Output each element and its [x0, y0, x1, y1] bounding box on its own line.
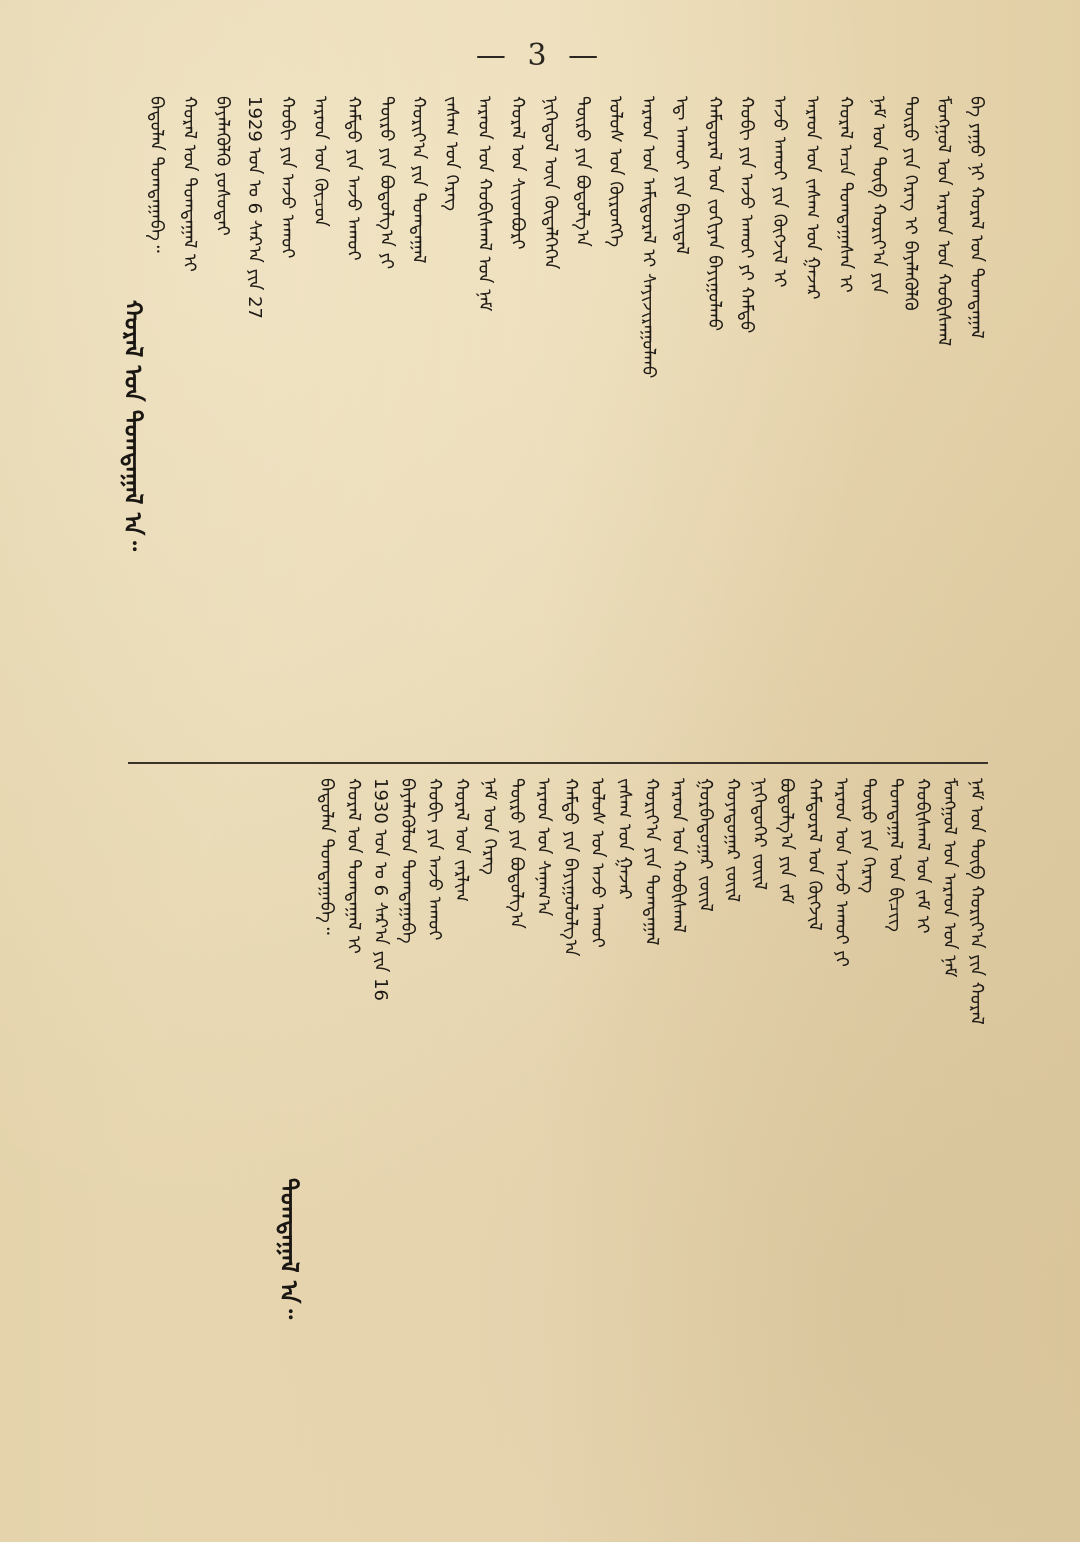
text-column: ᠬᠣᠪᠢ ᠶᠢᠨ ᠠᠵᠤ ᠠᠬᠤᠢ — [277, 96, 298, 259]
text-column: ᠬᠤᠷᠠᠯ ᠤᠨ ᠲᠣᠭᠲᠠᠭᠠᠯ ᠢ — [179, 96, 200, 272]
top-text-block — [90, 96, 1000, 736]
text-column: ᠪᠣᠳᠣᠯᠭ᠎ᠠ ᠶᠢᠨ ᠵᠠᠮ — [776, 778, 797, 905]
bottom-text-block — [90, 778, 1000, 1490]
text-column: ᠠᠵᠤ ᠠᠬᠤᠢ ᠶᠢᠨ ᠬᠥᠭᠵᠢᠯ ᠢ — [769, 96, 790, 288]
text-column: ᠵᠠᠰᠠᠭ ᠤᠨ ᠭᠠᠵᠠᠷ — [614, 778, 635, 900]
text-column: 1929 ᠣᠨ ᠤ 6 ᠰᠠᠷ᠎ᠠ ᠶᠢᠨ 27 — [244, 96, 265, 319]
text-column: ᠠᠷᠠᠳ ᠤᠨ ᠬᠤᠪᠢᠰᠬᠠᠯ ᠤᠨ ᠨᠠᠮ — [474, 96, 495, 312]
text-column: ᠪᠠ ᠶᠠᠭᠤ ᠨᠢ ᠬᠤᠷᠠᠯ ᠤᠨ ᠲᠣᠭᠲᠠᠭᠠᠯ — [966, 96, 987, 339]
text-column: ᠤᠯᠤᠰ ᠤᠨ ᠠᠵᠤ ᠠᠬᠤᠢ — [587, 778, 608, 948]
text-column: ᠲᠣᠭᠲᠠᠭᠠᠯ ᠤᠨ ᠪᠢᠴᠢᠭ — [885, 778, 906, 932]
text-column: ᠮᠣᠩᠭᠣᠯ ᠤᠨ ᠠᠷᠠᠳ ᠤᠨ ᠬᠤᠪᠢᠰᠬᠠᠯ — [933, 96, 954, 347]
text-column: ᠬᠤᠷᠠᠯ ᠠᠴᠠ ᠲᠣᠭᠲᠠᠭᠠᠰᠠᠨ ᠢ — [835, 96, 856, 293]
text-column: ᠬᠣᠶᠠᠳᠤᠭᠠᠷ ᠵᠦᠢᠯ — [722, 778, 743, 903]
text-column: ᠠᠷᠠᠳ ᠤᠨ ᠠᠵᠤ ᠠᠬᠤᠢ ᠶᠢ — [831, 778, 852, 967]
text-column: ᠡᠳ᠋ ᠠᠬᠤᠢ ᠶᠢᠨ ᠪᠠᠶᠢᠳᠠᠯ — [671, 96, 692, 255]
section-divider — [128, 762, 988, 764]
text-column: ᠬᠠᠮᠲᠤ ᠶᠢᠨ ᠪᠠᠶᠢᠭᠤᠯᠤᠯᠭ᠎ᠠ — [560, 778, 581, 957]
text-column: ᠵᠠᠰᠠᠭ ᠤᠨ ᠬᠡᠷᠡᠭ — [441, 96, 462, 211]
text-column: ᠨᠠᠮ ᠤᠨ ᠲᠥᠪ ᠬᠣᠷᠢᠶ᠎ᠠ ᠶᠢᠨ ᠬᠤᠷᠠᠯ — [966, 778, 987, 1025]
text-column: ᠨᠠᠮ ᠤᠨ ᠬᠡᠷᠡᠭ — [479, 778, 500, 875]
text-column: ᠬᠣᠷᠢᠶ᠎ᠠ ᠶᠢᠨ ᠲᠣᠭᠲᠠᠭᠠᠯ — [408, 96, 429, 264]
text-column: ᠨᠢᠭᠡᠳᠦᠯ ᠦᠨ ᠬᠥᠳᠡᠯᠭᠡᠭᠡᠨ — [540, 96, 561, 270]
text-column: ᠬᠠᠮᠲᠤᠷᠠᠯ ᠤᠨ ᠵᠣᠬᠢᠶᠠᠨ ᠪᠠᠶᠢᠭᠤᠯᠬᠤ — [704, 96, 725, 331]
text-column: ᠪᠠᠲᠤᠯᠠᠨ ᠲᠣᠭᠲᠠᠭᠠᠪᠠ᠃ — [316, 778, 337, 935]
text-column: ᠬᠠᠮᠲᠤ ᠶᠢᠨ ᠠᠵᠤ ᠠᠬᠤᠢ — [343, 96, 364, 261]
text-column: ᠠᠷᠠᠳ ᠤᠨ ᠰᠠᠨᠠᠭ᠎ᠠ — [533, 778, 554, 917]
text-column: ᠬᠣᠪᠢ ᠶᠢᠨ ᠠᠵᠤ ᠠᠬᠤᠢ ᠶᠢ ᠬᠠᠮᠲᠤ — [736, 96, 757, 334]
text-column: ᠬᠣᠪᠢ ᠶᠢᠨ ᠠᠵᠤ ᠠᠬᠤᠢ — [424, 778, 445, 941]
text-column: ᠲᠥᠷᠥ ᠶᠢᠨ ᠬᠡᠷᠡᠭ — [858, 778, 879, 894]
text-column: ᠬᠤᠷᠠᠯ ᠤᠨ ᠵᠠᠷᠯᠢᠭ — [451, 778, 472, 903]
text-column: ᠬᠤᠷᠠᠯ ᠤᠨ ᠲᠣᠭᠲᠠᠭᠠᠯ ᠢ — [343, 778, 364, 954]
text-column: ᠲᠥᠷᠥ ᠶᠢᠨ ᠬᠡᠷᠡᠭ ᠢ ᠪᠡᠶᠡᠯᠡᠭᠦᠯᠬᠦ — [900, 96, 921, 311]
text-column: 1930 ᠣᠨ ᠤ 6 ᠰᠠᠷ᠎ᠠ ᠶᠢᠨ 16 — [370, 778, 391, 1001]
text-column: ᠭᠤᠷᠪᠠᠳᠤᠭᠠᠷ ᠵᠦᠢᠯ — [695, 778, 716, 912]
text-column: ᠬᠤᠪᠢᠰᠬᠠᠯ ᠤᠨ ᠵᠠᠮ ᠢ — [912, 778, 933, 934]
bottom-section-heading: ᠲᠣᠭᠲᠠᠭᠠᠯ ᠠ᠃ — [275, 1178, 303, 1320]
page-number: — 3 — — [475, 38, 605, 73]
text-column: ᠨᠢᠭᠡᠳᠦᠭᠡᠷ ᠵᠦᠢᠯ — [749, 778, 770, 891]
text-column: ᠠᠷᠠᠳ ᠤᠨ ᠠᠮᠢᠳᠤᠷᠠᠯ ᠢ ᠰᠠᠶᠢᠵᠢᠷᠠᠭᠤᠯᠬᠤ — [638, 96, 659, 379]
text-column: ᠠᠷᠠᠳ ᠤᠨ ᠬᠦᠴᠦᠨ — [310, 96, 331, 227]
text-column: ᠬᠤᠷᠠᠯ ᠤᠨ ᠰᠢᠢᠳᠪᠦᠷᠢ — [507, 96, 528, 250]
text-column: ᠤᠯᠤᠰ ᠤᠨ ᠬᠥᠷᠥᠩᠭᠡ — [605, 96, 626, 248]
text-column: ᠲᠥᠷᠥ ᠶᠢᠨ ᠪᠣᠳᠣᠯᠭ᠎ᠠ ᠶᠢ — [376, 96, 397, 270]
text-column: ᠪᠠᠲᠤᠯᠠᠨ ᠲᠣᠭᠲᠠᠭᠠᠪᠠ᠃ — [146, 96, 167, 253]
text-column: ᠨᠠᠮ ᠤᠨ ᠲᠥᠪ ᠬᠣᠷᠢᠶ᠎ᠠ ᠶᠢᠨ — [868, 96, 889, 295]
text-column: ᠬᠣᠷᠢᠶ᠎ᠠ ᠶᠢᠨ ᠲᠣᠭᠲᠠᠭᠠᠯ — [641, 778, 662, 946]
text-column: ᠮᠣᠩᠭᠣᠯ ᠤᠨ ᠠᠷᠠᠳ ᠤᠨ ᠨᠠᠮ — [939, 778, 960, 978]
text-column: ᠠᠷᠠᠳ ᠤᠨ ᠵᠠᠰᠠᠭ ᠤᠨ ᠭᠠᠵᠠᠷ — [802, 96, 823, 300]
top-section-heading: ᠬᠤᠷᠠᠯ ᠤᠨ ᠲᠣᠭᠲᠠᠭᠠᠯ ᠠ᠃ — [119, 300, 147, 551]
text-column: ᠲᠥᠷᠥ ᠶᠢᠨ ᠪᠣᠳᠣᠯᠭ᠎ᠠ — [506, 778, 527, 929]
text-column: ᠪᠡᠶᠡᠯᠡᠭᠦᠯᠬᠦ ᠶᠣᠰᠣᠲᠠᠢ — [212, 96, 233, 236]
text-column: ᠬᠠᠮᠲᠤᠷᠠᠯ ᠤᠨ ᠬᠥᠭᠵᠢᠯ — [804, 778, 825, 931]
text-column: ᠲᠥᠷᠥ ᠶᠢᠨ ᠪᠣᠳᠣᠯᠭ᠎ᠠ — [572, 96, 593, 247]
text-column: ᠠᠷᠠᠳ ᠤᠨ ᠬᠤᠪᠢᠰᠬᠠᠯ — [668, 778, 689, 933]
text-column: ᠪᠡᠶᠡᠯᠡᠭᠦᠯᠦᠨ ᠲᠣᠭᠲᠠᠭᠠᠪᠠ — [397, 778, 418, 944]
